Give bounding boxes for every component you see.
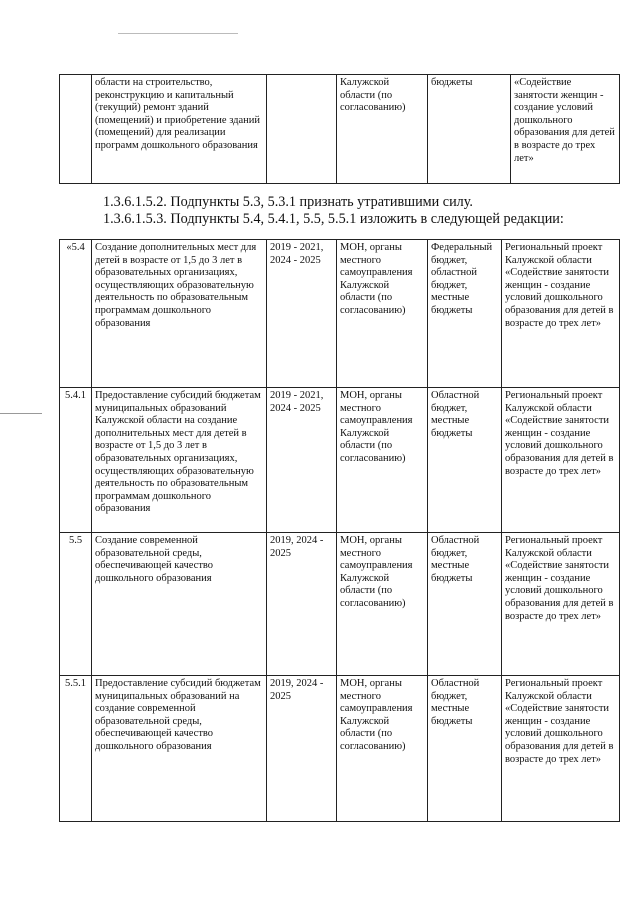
row-number [60, 75, 92, 184]
row-number: 5.5 [60, 533, 92, 676]
paragraph-2: 1.3.6.1.5.3. Подпункты 5.4, 5.4.1, 5.5, 5.5.1 изложить в следующей редакции: [103, 211, 564, 227]
funding-source-cell: Федеральный бюджет, областной бюджет, местные бюджеты [428, 240, 502, 388]
funding-source-cell: бюджеты [428, 75, 511, 184]
years-cell: 2019, 2024 - 2025 [267, 676, 337, 822]
table-row [60, 676, 620, 822]
measure-name: Предоставление субсидий бюджетам муниципальных образований на создание современной образовательной среды, обеспечивающей качество дошкольного образования [92, 676, 267, 822]
table-row [60, 240, 620, 388]
paragraph-1: 1.3.6.1.5.2. Подпункты 5.3, 5.3.1 признать утратившими силу. [103, 194, 473, 210]
years-cell [267, 75, 337, 184]
years-cell: 2019, 2024 - 2025 [267, 533, 337, 676]
row-number: 5.4.1 [60, 388, 92, 533]
funding-source-cell: Областной бюджет, местные бюджеты [428, 676, 502, 822]
years-cell: 2019 - 2021, 2024 - 2025 [267, 240, 337, 388]
table-row [60, 75, 620, 184]
measure-name: области на строительство, реконструкцию и капитальный (текущий) ремонт зданий (помещений) и приобретение зданий (помещений) для реализации программ дошкольного образования [92, 75, 267, 184]
project-cell: Региональный проект Калужской области «Содействие занятости женщин - создание условий дошкольного образования для детей в возрасте до трех лет» [502, 240, 620, 388]
measures-table [59, 239, 620, 822]
measure-name: Создание современной образовательной среды, обеспечивающей качество дошкольного образования [92, 533, 267, 676]
project-cell: Региональный проект Калужской области «Содействие занятости женщин - создание условий дошкольного образования для детей в возрасте до трех лет» [502, 676, 620, 822]
funding-source-cell: Областной бюджет, местные бюджеты [428, 388, 502, 533]
project-cell: «Содействие занятости женщин - создание условий дошкольного образования для детей в возрасте до трех лет» [511, 75, 620, 184]
project-cell: Региональный проект Калужской области «Содействие занятости женщин - создание условий дошкольного образования для детей в возрасте до трех лет» [502, 533, 620, 676]
executor-cell: МОН, органы местного самоуправления Калужской области (по согласованию) [337, 533, 428, 676]
row-number: «5.4 [60, 240, 92, 388]
scan-artifact [0, 413, 42, 414]
years-cell: 2019 - 2021, 2024 - 2025 [267, 388, 337, 533]
table-row [60, 533, 620, 676]
project-cell: Региональный проект Калужской области «Содействие занятости женщин - создание условий дошкольного образования для детей в возрасте до трех лет» [502, 388, 620, 533]
continuation-table [59, 74, 620, 184]
scan-artifact [118, 33, 238, 34]
table-row [60, 388, 620, 533]
measure-name: Предоставление субсидий бюджетам муниципальных образований Калужской области на создание дополнительных мест для детей в возрасте от 1,5 до 3 лет в образовательных организациях, осуществляющих образовательную деятельность по образовательным программам дошкольного образования [92, 388, 267, 533]
measure-name: Создание дополнительных мест для детей в возрасте от 1,5 до 3 лет в образовательных организациях, осуществляющих образовательную деятельность по образовательным программам дошкольного образования [92, 240, 267, 388]
row-number: 5.5.1 [60, 676, 92, 822]
funding-source-cell: Областной бюджет, местные бюджеты [428, 533, 502, 676]
executor-cell: МОН, органы местного самоуправления Калужской области (по согласованию) [337, 388, 428, 533]
executor-cell: МОН, органы местного самоуправления Калужской области (по согласованию) [337, 676, 428, 822]
executor-cell: Калужской области (по согласованию) [337, 75, 428, 184]
executor-cell: МОН, органы местного самоуправления Калужской области (по согласованию) [337, 240, 428, 388]
